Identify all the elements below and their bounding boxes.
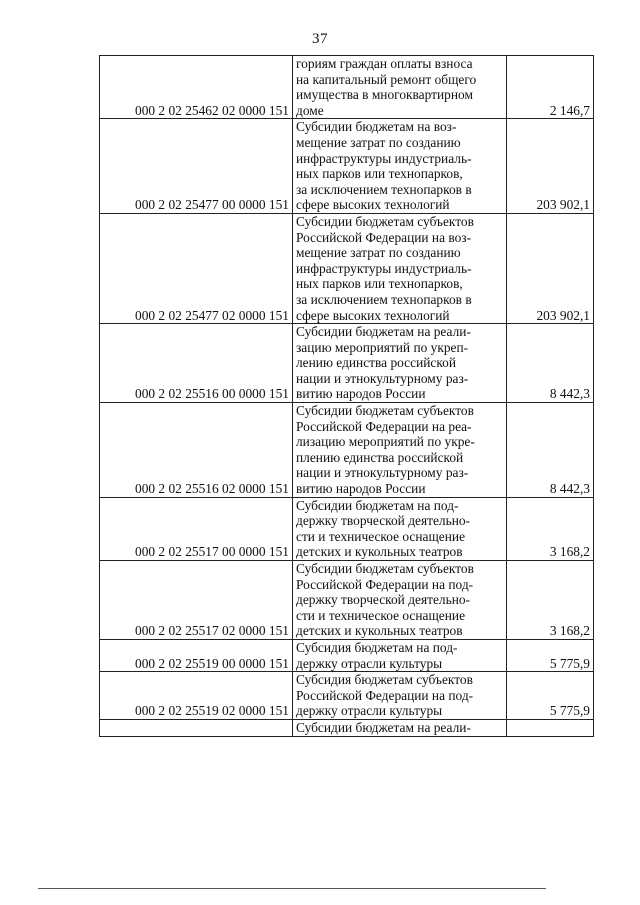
amount-cell: 2 146,7	[507, 56, 594, 119]
description-cell: Субсидии бюджетам на воз- мещение затрат по созданию инфраструктуры индустриаль- ных парков или технопарков, за исключением технопарков в сфере высоких технологий	[293, 119, 507, 214]
description-cell: Субсидии бюджетам субъектов Российской Федерации на воз- мещение затрат по созданию инфраструктуры индустриаль- ных парков или технопарков, за исключением технопарков в сфере высоких технологий	[293, 213, 507, 323]
budget-table-body	[100, 56, 594, 737]
budget-code-cell: 000 2 02 25516 02 0000 151	[100, 403, 293, 498]
table-row	[100, 213, 594, 323]
budget-code-cell: 000 2 02 25462 02 0000 151	[100, 56, 293, 119]
bottom-divider	[38, 888, 546, 889]
amount-cell: 3 168,2	[507, 497, 594, 560]
amount-cell: 203 902,1	[507, 119, 594, 214]
amount-cell: 3 168,2	[507, 561, 594, 640]
amount-cell: 8 442,3	[507, 324, 594, 403]
amount-cell: 5 775,9	[507, 672, 594, 720]
table-row	[100, 497, 594, 560]
budget-code-cell: 000 2 02 25477 00 0000 151	[100, 119, 293, 214]
budget-table	[99, 55, 594, 737]
table-row	[100, 119, 594, 214]
table-row	[100, 561, 594, 640]
description-cell: Субсидии бюджетам субъектов Российской Федерации на под- держку творческой деятельно- сти и техническое оснащение детских и кукольных театров	[293, 561, 507, 640]
table-row	[100, 639, 594, 671]
description-cell: Субсидия бюджетам субъектов Российской Федерации на под- держку отрасли культуры	[293, 672, 507, 720]
table-row	[100, 324, 594, 403]
amount-cell	[507, 719, 594, 736]
page-number: 37	[312, 31, 328, 47]
amount-cell: 8 442,3	[507, 403, 594, 498]
table-row	[100, 56, 594, 119]
budget-code-cell	[100, 719, 293, 736]
amount-cell: 203 902,1	[507, 213, 594, 323]
description-cell: Субсидии бюджетам на реали- зацию мероприятий по укреп- лению единства российской нации и этнокультурному раз- витию народов России	[293, 324, 507, 403]
description-cell: Субсидии бюджетам на под- держку творческой деятельно- сти и техническое оснащение детских и кукольных театров	[293, 497, 507, 560]
budget-code-cell: 000 2 02 25517 00 0000 151	[100, 497, 293, 560]
budget-code-cell: 000 2 02 25477 02 0000 151	[100, 213, 293, 323]
description-cell: гориям граждан оплаты взноса на капитальный ремонт общего имущества в многоквартирном доме	[293, 56, 507, 119]
amount-cell: 5 775,9	[507, 639, 594, 671]
description-cell: Субсидия бюджетам на под- держку отрасли культуры	[293, 639, 507, 671]
table-row	[100, 403, 594, 498]
budget-code-cell: 000 2 02 25517 02 0000 151	[100, 561, 293, 640]
description-cell: Субсидии бюджетам на реали-	[293, 719, 507, 736]
budget-code-cell: 000 2 02 25519 00 0000 151	[100, 639, 293, 671]
table-row	[100, 719, 594, 736]
budget-code-cell: 000 2 02 25519 02 0000 151	[100, 672, 293, 720]
table-row	[100, 672, 594, 720]
description-cell: Субсидии бюджетам субъектов Российской Федерации на реа- лизацию мероприятий по укре- плению единства российской нации и этнокультурному раз- витию народов России	[293, 403, 507, 498]
budget-code-cell: 000 2 02 25516 00 0000 151	[100, 324, 293, 403]
